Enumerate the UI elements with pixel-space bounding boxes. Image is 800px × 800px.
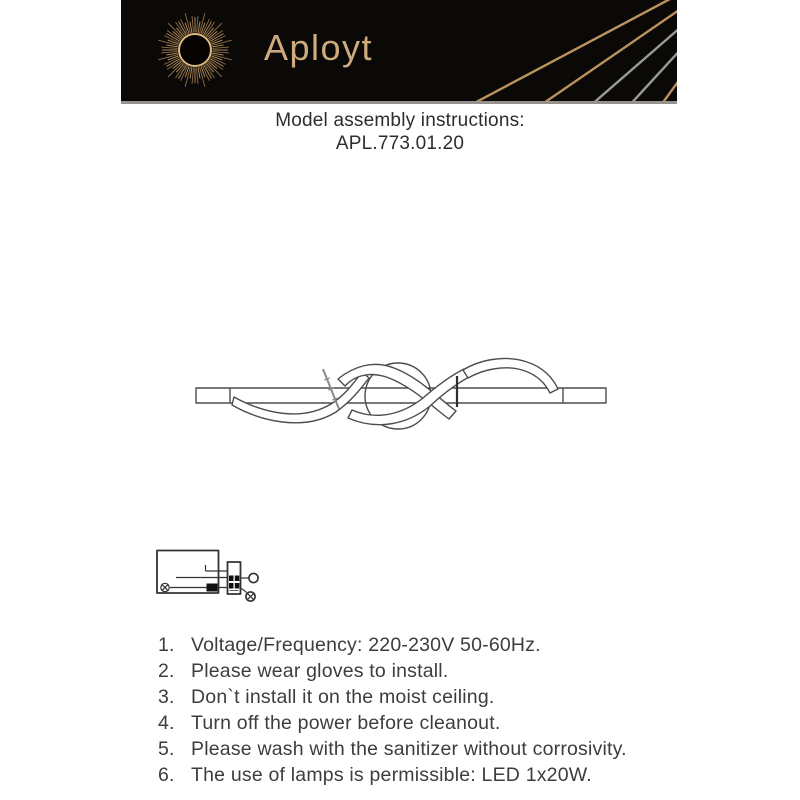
sunburst-icon [158, 13, 231, 86]
connector-block [228, 562, 241, 594]
item-text: Please wash with the sanitizer without corrosivity. [191, 738, 627, 760]
title-block [0, 109, 800, 155]
instruction-item [158, 736, 627, 762]
page-title: Model assembly instructions: [275, 110, 525, 131]
instruction-list [158, 632, 627, 788]
mounting-bar [196, 388, 606, 403]
item-number: 3. [158, 686, 175, 708]
ring-terminal [249, 573, 258, 582]
item-text: The use of lamps is permissible: LED 1x20W. [191, 764, 592, 786]
item-text: Voltage/Frequency: 220-230V 50-60Hz. [191, 634, 541, 656]
instruction-item [158, 684, 627, 710]
corner-rays-icon [401, 0, 677, 101]
inline-fuse [207, 584, 218, 592]
fixing-screw [246, 592, 255, 601]
ground-screw [161, 583, 169, 591]
brand-banner [121, 0, 677, 104]
item-number: 2. [158, 660, 175, 682]
model-number: APL.773.01.20 [335, 133, 465, 154]
banner-art [121, 0, 677, 101]
item-number: 6. [158, 764, 175, 786]
item-text: Don`t install it on the moist ceiling. [191, 686, 495, 708]
terminal-block-wiring-diagram [150, 544, 268, 608]
lamp-line-drawing [188, 352, 612, 446]
instruction-item [158, 658, 627, 684]
brand-name: Aployt [264, 27, 374, 68]
item-number: 5. [158, 738, 175, 760]
instruction-item [158, 762, 627, 788]
instruction-item [158, 632, 627, 658]
item-number: 4. [158, 712, 175, 734]
item-text: Turn off the power before cleanout. [191, 712, 501, 734]
item-text: Please wear gloves to install. [191, 660, 449, 682]
instruction-item [158, 710, 627, 736]
item-number: 1. [158, 634, 175, 656]
